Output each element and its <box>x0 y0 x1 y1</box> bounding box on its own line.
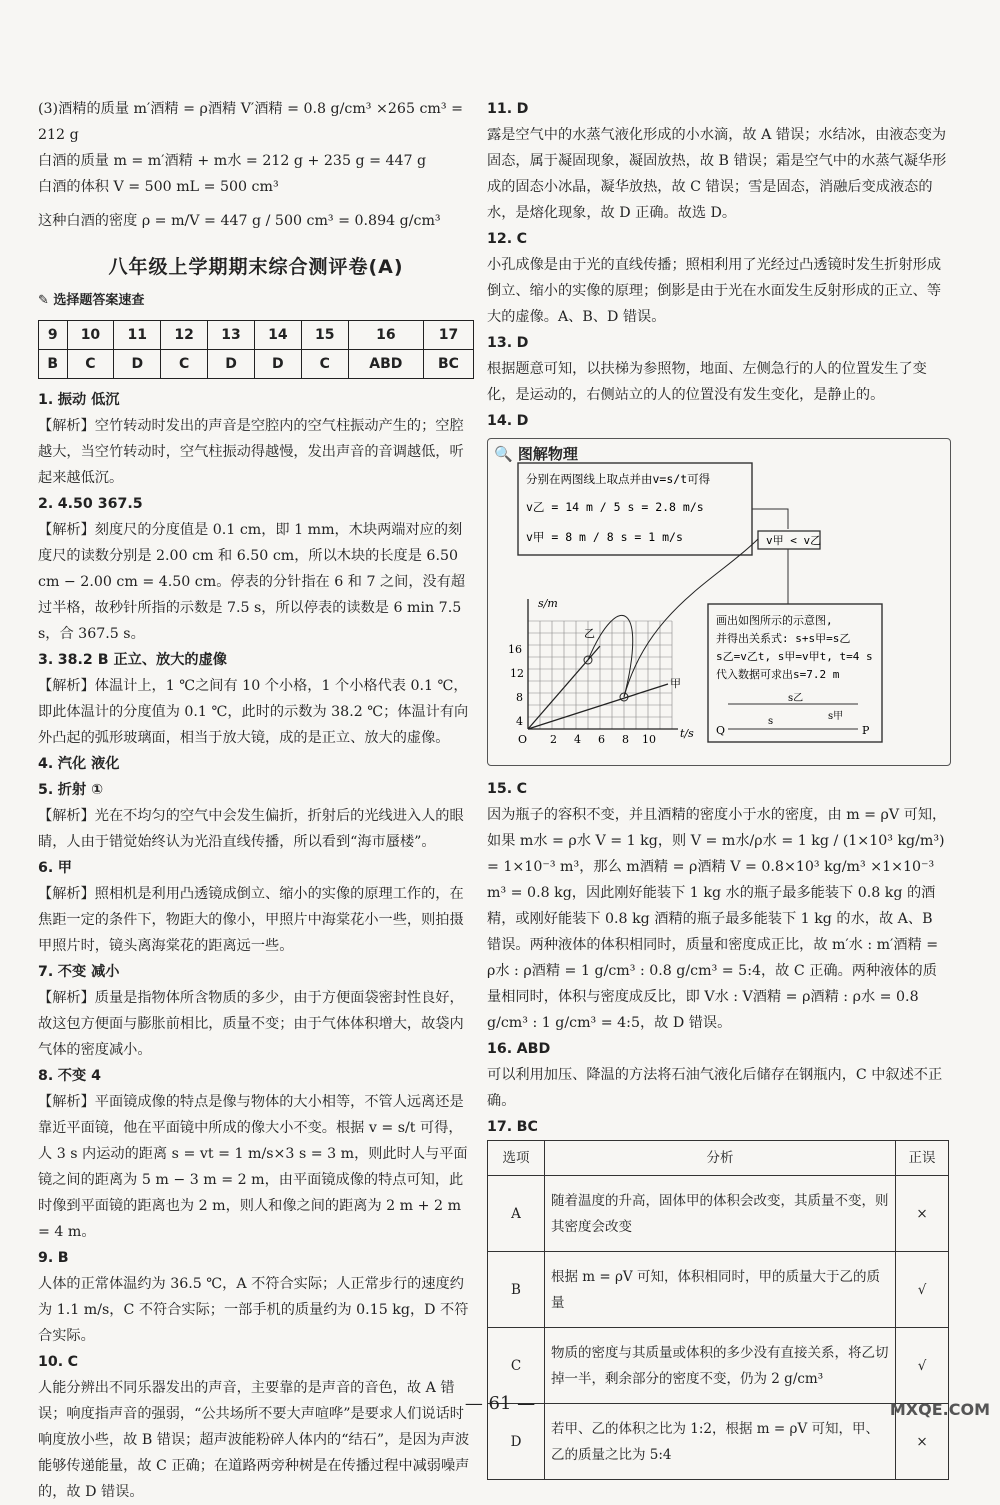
answer-key: B <box>57 1250 69 1266</box>
question-number: 3. <box>38 652 54 668</box>
answer-item-head <box>38 491 474 517</box>
answer-table <box>38 320 474 379</box>
answer-explanation: 小孔成像是由于光的直线传播；照相利用了光经过凸透镜时发生折射形成倒立、缩小的实像的原理；倒影是由于光在水面发生反射形成的正立、等大的虚像。A、B、D 错误。 <box>487 257 942 325</box>
y-tick: 16 <box>508 643 522 656</box>
x-tick: O <box>518 733 528 746</box>
line-label-yi: 乙 <box>584 627 595 640</box>
answer-table-answers <box>39 350 474 379</box>
x-tick: 2 <box>550 733 557 746</box>
answer-item-head <box>487 408 947 434</box>
answer-cell: D <box>208 350 255 379</box>
analysis-option: A <box>488 1176 545 1252</box>
left-column <box>38 96 474 1505</box>
answer-table-nums <box>39 321 474 350</box>
answer-explanation: 可以利用加压、降温的方法将石油气液化后储存在钢瓶内，C 中叙述不正确。 <box>487 1067 943 1109</box>
figure-svg <box>488 439 948 761</box>
answer-item-head <box>38 959 474 985</box>
answer-key: 振动 低沉 <box>57 392 120 408</box>
answer-explanation: 【解析】体温计上，1 ℃之间有 10 个小格，1 个小格代表 0.1 ℃，即此体温计的分度值为 0.1 ℃，此时的示数为 38.2 ℃；体温计有向外凸起的弧形玻璃面，相当于放大镜，成的是正立、放大的虚像。 <box>38 678 469 746</box>
left-answers <box>38 387 474 1505</box>
fig-text: s乙 <box>788 693 804 704</box>
answer-item-head <box>487 96 947 122</box>
answer-num: 16 <box>348 321 423 350</box>
answer-cell: ABD <box>348 350 423 379</box>
fig-text: s乙=v乙t, s甲=v甲t, t=4 s <box>716 650 873 663</box>
answer-key: 不变 减小 <box>57 964 120 980</box>
answer-explanation: 【解析】刻度尺的分度值是 0.1 cm，即 1 mm，木块两端对应的刻度尺的读数分别是 2.00 cm 和 6.50 cm，所以木块的长度是 6.50 cm − 2.00 cm = 4.50 cm。停表的分针指在 6 和 7 之间，没有超过半格，故秒针所指的示数是 7.5 s，所以停表的读数是 6 min 7.5 s，合 367.5 s。 <box>38 522 466 642</box>
question-number: 14. <box>487 413 513 429</box>
analysis-text: 随着温度的升高，固体甲的体积会改变，其质量不变，则其密度会改变 <box>545 1176 896 1252</box>
fig-text: 画出如图所示的示意图, <box>716 614 833 627</box>
answer-cell: D <box>114 350 161 379</box>
calc-line: (3)酒精的质量 m′酒精 = ρ酒精 V′酒精 = 0.8 g/cm³ ×265 cm³ = 212 g <box>38 101 463 143</box>
analysis-header-cell: 分析 <box>545 1141 896 1176</box>
answer-key: 4.50 367.5 <box>57 496 143 512</box>
analysis-option: D <box>488 1404 545 1480</box>
answer-item-head <box>38 777 474 803</box>
answer-num: 17 <box>423 321 473 350</box>
quick-label-text: 选择题答案速查 <box>53 293 145 308</box>
right-column <box>487 96 947 1480</box>
analysis-header-cell: 选项 <box>488 1141 545 1176</box>
analysis-row <box>488 1252 949 1328</box>
answer-item-head <box>487 226 947 252</box>
answer-num: 14 <box>254 321 301 350</box>
question-number: 16. <box>487 1041 513 1057</box>
figure-title-text: 图解物理 <box>517 445 578 463</box>
answer-num: 10 <box>67 321 114 350</box>
answer-cell: C <box>301 350 348 379</box>
answer-key: C <box>516 231 528 247</box>
fig-text: s <box>768 716 774 727</box>
answer-key: C <box>67 1354 79 1370</box>
fig-text: 代入数据可求出s=7.2 m <box>716 668 840 681</box>
analysis-text: 若甲、乙的体积之比为 1:2，根据 m = ρV 可知，甲、乙的质量之比为 5:4 <box>545 1404 896 1480</box>
answer-key: D <box>516 335 529 351</box>
answer-explanation: 【解析】光在不均匀的空气中会发生偏折，折射后的光线进入人的眼睛，人由于错觉始终认为光沿直线传播，所以看到“海市蜃楼”。 <box>38 808 464 850</box>
y-tick: 8 <box>516 691 523 704</box>
right-answers-2 <box>487 776 947 1140</box>
answer-num: 15 <box>301 321 348 350</box>
calc-line: 白酒的体积 V = 500 mL = 500 cm³ <box>38 179 279 195</box>
analysis-mark: × <box>896 1404 949 1480</box>
answer-item-head <box>38 751 474 777</box>
answer-num: 13 <box>208 321 255 350</box>
answer-key: C <box>516 781 528 797</box>
y-tick: 12 <box>510 667 524 680</box>
analysis-option: B <box>488 1252 545 1328</box>
line-jia <box>528 684 668 729</box>
answer-explanation: 人能分辨出不同乐器发出的声音，主要靠的是声音的音色，故 A 错误；响度指声音的强弱，“公共场所不要大声喧哗”是要求人们说话时响度放小些，故 B 错误；超声波能粉碎人体内的“结石”，是因为声波能够传递能量，故 C 正确；在道路两旁种树是在传播过程中减弱噪声的，故 D 错误。 <box>38 1380 470 1500</box>
answer-item-head <box>38 1349 474 1375</box>
question-number: 15. <box>487 781 513 797</box>
answer-num: 9 <box>39 321 68 350</box>
question-number: 9. <box>38 1250 54 1266</box>
pencil-icon: ✎ <box>38 293 54 308</box>
y-axis-label: s/m <box>538 597 558 610</box>
answer-explanation: 【解析】平面镜成像的特点是像与物体的大小相等，不管人远离还是靠近平面镜，他在平面镜中所成的像大小不变。根据 v = s/t 可得，人 3 s 内运动的距离 s = vt = 1 m/s×3 s = 3 m，则此时人与平面镜之间的距离为 5 m − 3 m = 2 m，由平面镜成像的特点可知，此时像到平面镜的距离也为 2 m，则人和像之间的距离为 2 m + 2 m = 4 m。 <box>38 1094 468 1240</box>
x-tick: 8 <box>622 733 629 746</box>
analysis-row <box>488 1176 949 1252</box>
question-number: 7. <box>38 964 54 980</box>
analysis-text: 物质的密度与其质量或体积的多少没有直接关系，将乙切掉一半，剩余部分的密度不变，仍为 2 g/cm³ <box>545 1328 896 1404</box>
fig-text: Q <box>716 724 726 737</box>
answer-cell: C <box>161 350 208 379</box>
answer-key: 汽化 液化 <box>57 756 120 772</box>
answer-cell: B <box>39 350 68 379</box>
watermark: MXQE.COM <box>889 1400 990 1419</box>
magnifier-icon: 🔍 <box>494 445 513 463</box>
answer-item-head <box>38 647 474 673</box>
question-number: 4. <box>38 756 54 772</box>
analysis-option: C <box>488 1328 545 1404</box>
section-title: 八年级上学期期末综合测评卷(A) <box>108 256 404 278</box>
answer-key: BC <box>516 1119 538 1135</box>
analysis-row <box>488 1404 949 1480</box>
answer-key: 折射 ① <box>57 782 104 798</box>
fig-text: v甲 = 8 m / 8 s = 1 m/s <box>526 530 683 544</box>
answer-explanation: 【解析】照相机是利用凸透镜成倒立、缩小的实像的原理工作的，在焦距一定的条件下，物距大的像小，甲照片中海棠花小一些，则拍摄甲照片时，镜头离海棠花的距离远一些。 <box>38 886 464 954</box>
x-tick: 10 <box>642 733 656 746</box>
answer-item-head <box>487 1114 947 1140</box>
analysis-mark: √ <box>896 1328 949 1404</box>
answer-key: 38.2 B 正立、放大的虚像 <box>57 652 227 668</box>
question-number: 1. <box>38 392 54 408</box>
answer-num: 12 <box>161 321 208 350</box>
answer-cell: D <box>254 350 301 379</box>
answer-item-head <box>38 1245 474 1271</box>
analysis-mark: × <box>896 1176 949 1252</box>
answer-num: 11 <box>114 321 161 350</box>
fig-text: 并得出关系式: s+s甲=s乙 <box>716 632 851 645</box>
fig-text: s甲 <box>828 711 844 722</box>
answer-explanation: 根据题意可知，以扶梯为参照物，地面、左侧急行的人的位置发生了变化，是运动的，右侧站立的人的位置没有发生变化，是静止的。 <box>487 361 927 403</box>
question-number: 2. <box>38 496 54 512</box>
page-number: — 61 — <box>464 1393 536 1414</box>
answer-item-head <box>38 387 474 413</box>
answer-explanation: 因为瓶子的容积不变，并且酒精的密度小于水的密度，由 m = ρV 可知，如果 m水 = ρ水 V = 1 kg，则 V = m水/ρ水 = 1 kg / (1×10³ kg/m³) = 1×10⁻³ m³，那么 m酒精 = ρ酒精 V = 0.8×10³ kg/m³ ×1×10⁻³ m³ = 0.8 kg，因此刚好能装下 1 kg 水的瓶子最多能装下 0.8 kg 的酒精，或刚好能装下 0.8 kg 酒精的瓶子最多能装下 1 kg 的水，故 A、B 错误。两种液体的体积相同时，质量和密度成正比，故 m′水 : m′酒精 = ρ水 : ρ酒精 = 1 g/cm³ : 0.8 g/cm³ = 5:4，故 C 正确。两种液体的质量相同时，体积与密度成反比，即 V水 : V酒精 = ρ酒精 : ρ水 = 0.8 g/cm³ : 1 g/cm³ = 4:5，故 D 错误。 <box>487 807 947 1031</box>
question-number: 10. <box>38 1354 64 1370</box>
answer-item-head <box>38 855 474 881</box>
x-tick: 4 <box>574 733 581 746</box>
figure-box <box>487 438 951 766</box>
x-axis-label: t/s <box>680 727 694 740</box>
answer-item-head <box>38 1063 474 1089</box>
answer-key: 不变 4 <box>57 1068 101 1084</box>
question-number: 12. <box>487 231 513 247</box>
answer-item-head <box>487 1036 947 1062</box>
answer-key: ABD <box>516 1041 551 1057</box>
fig-text: P <box>862 724 870 737</box>
answer-explanation: 【解析】质量是指物体所含物质的多少，由于方便面袋密封性良好，故这包方便面与膨胀前相比，质量不变；由于气体体积增大，故袋内气体的密度减小。 <box>38 990 464 1058</box>
flow-arrow <box>752 509 788 529</box>
answer-explanation: 人体的正常体温约为 36.5 ℃，A 不符合实际；人正常步行的速度约为 1.1 m/s，C 不符合实际；一部手机的质量约为 0.15 kg，D 不符合实际。 <box>38 1276 469 1344</box>
question-number: 11. <box>487 101 513 117</box>
answer-item-head <box>487 776 947 802</box>
y-tick: 4 <box>516 715 523 728</box>
answer-explanation: 【解析】空竹转动时发出的声音是空腔内的空气柱振动产生的；空腔越大，当空竹转动时，空气柱振动得越慢，发出声音的音调越低，听起来越低沉。 <box>38 418 464 486</box>
calc-line: 白酒的质量 m = m′酒精 + m水 = 212 g + 235 g = 447 g <box>38 153 427 169</box>
calc-line: 这种白酒的密度 ρ = m/V = 447 g / 500 cm³ = 0.894 g/cm³ <box>38 213 441 229</box>
question-number: 17. <box>487 1119 513 1135</box>
analysis-text: 根据 m = ρV 可知，体积相同时，甲的质量大于乙的质量 <box>545 1252 896 1328</box>
answer-key: 甲 <box>57 860 72 876</box>
answer-cell: BC <box>423 350 473 379</box>
question-number: 6. <box>38 860 54 876</box>
question-number: 8. <box>38 1068 54 1084</box>
answer-explanation: 露是空气中的水蒸气液化形成的小水滴，故 A 错误；水结冰，由液态变为固态，属于凝固现象，凝固放热，故 B 错误；霜是空气中的水蒸气凝华形成的固态小冰晶，凝华放热，故 C 错误；雪是固态，消融后变成液态的水，是熔化现象，故 D 正确。故选 D。 <box>487 127 947 221</box>
x-tick: 6 <box>598 733 605 746</box>
answer-key: D <box>516 101 529 117</box>
analysis-header <box>488 1141 949 1176</box>
fig-text: v甲 < v乙 <box>766 534 822 547</box>
answer-item-head <box>487 330 947 356</box>
quick-answers-label <box>38 288 474 314</box>
question-number: 13. <box>487 335 513 351</box>
right-answers <box>487 96 947 434</box>
answer-cell: C <box>67 350 114 379</box>
fig-text: v乙 = 14 m / 5 s = 2.8 m/s <box>526 500 704 514</box>
fig-text: 分别在两图线上取点并由v=s/t可得 <box>526 472 711 486</box>
analysis-table <box>487 1140 949 1480</box>
question-number: 5. <box>38 782 54 798</box>
line-label-jia: 甲 <box>670 677 681 690</box>
analysis-mark: √ <box>896 1252 949 1328</box>
answer-key: D <box>516 413 529 429</box>
analysis-header-cell: 正误 <box>896 1141 949 1176</box>
